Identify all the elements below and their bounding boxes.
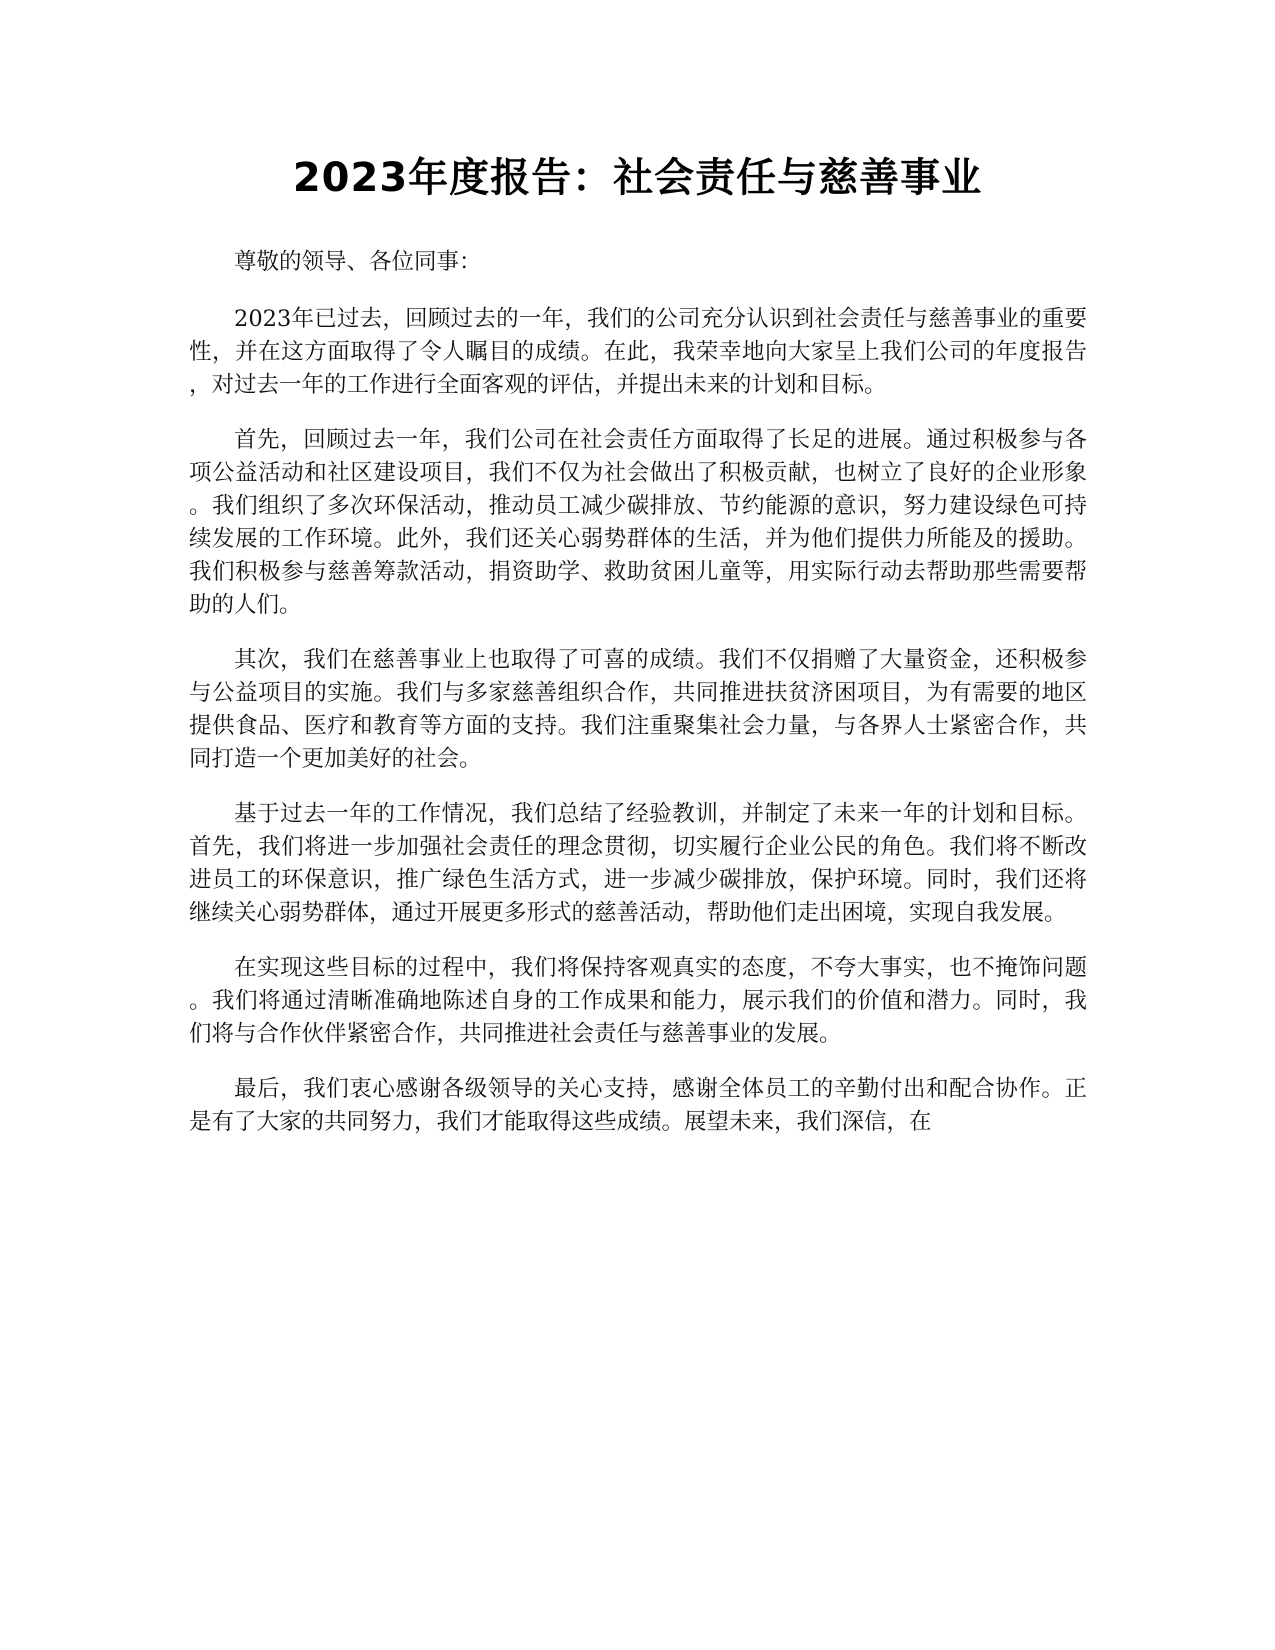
paragraph-future-plans: 基于过去一年的工作情况，我们总结了经验教训，并制定了未来一年的计划和目标。首先，我们将进一步加强社会责任的理念贯彻，切实履行企业公民的角色。我们将不断改进员工的环保意识，推广绿色生活方式，进一步减少碳排放，保护环境。同时，我们还将继续关心弱势群体，通过开展更多形式的慈善活动，帮助他们走出困境，实现自我发展。 bbox=[189, 801, 1087, 926]
paragraph-intro: 2023年已过去，回顾过去的一年，我们的公司充分认识到社会责任与慈善事业的重要性，并在这方面取得了令人瞩目的成绩。在此，我荣幸地向大家呈上我们公司的年度报告，对过去一年的工作进行全面客观的评估，并提出未来的计划和目标。 bbox=[189, 306, 1087, 398]
salutation: 尊敬的领导、各位同事： bbox=[234, 249, 482, 275]
paragraph-attitude: 在实现这些目标的过程中，我们将保持客观真实的态度，不夸大事实，也不掩饰问题。我们将通过清晰准确地陈述自身的工作成果和能力，展示我们的价值和潜力。同时，我们将与合作伙伴紧密合作，共同推进社会责任与慈善事业的发展。 bbox=[189, 955, 1087, 1047]
document-title: 2023年度报告：社会责任与慈善事业 bbox=[292, 155, 983, 201]
document-body bbox=[189, 246, 1087, 1161]
paragraph-closing: 最后，我们衷心感谢各级领导的关心支持，感谢全体员工的辛勤付出和配合协作。正是有了大家的共同努力，我们才能取得这些成绩。展望未来，我们深信，在 bbox=[189, 1076, 1087, 1135]
paragraph-social-responsibility: 首先，回顾过去一年，我们公司在社会责任方面取得了长足的进展。通过积极参与各项公益活动和社区建设项目，我们不仅为社会做出了积极贡献，也树立了良好的企业形象。我们组织了多次环保活动，推动员工减少碳排放、节约能源的意识，努力建设绿色可持续发展的工作环境。此外，我们还关心弱势群体的生活，并为他们提供力所能及的援助。我们积极参与慈善筹款活动，捐资助学、救助贫困儿童等，用实际行动去帮助那些需要帮助的人们。 bbox=[189, 427, 1087, 618]
paragraph-charity: 其次，我们在慈善事业上也取得了可喜的成绩。我们不仅捐赠了大量资金，还积极参与公益项目的实施。我们与多家慈善组织合作，共同推进扶贫济困项目，为有需要的地区提供食品、医疗和教育等方面的支持。我们注重聚集社会力量，与各界人士紧密合作，共同打造一个更加美好的社会。 bbox=[189, 647, 1087, 772]
